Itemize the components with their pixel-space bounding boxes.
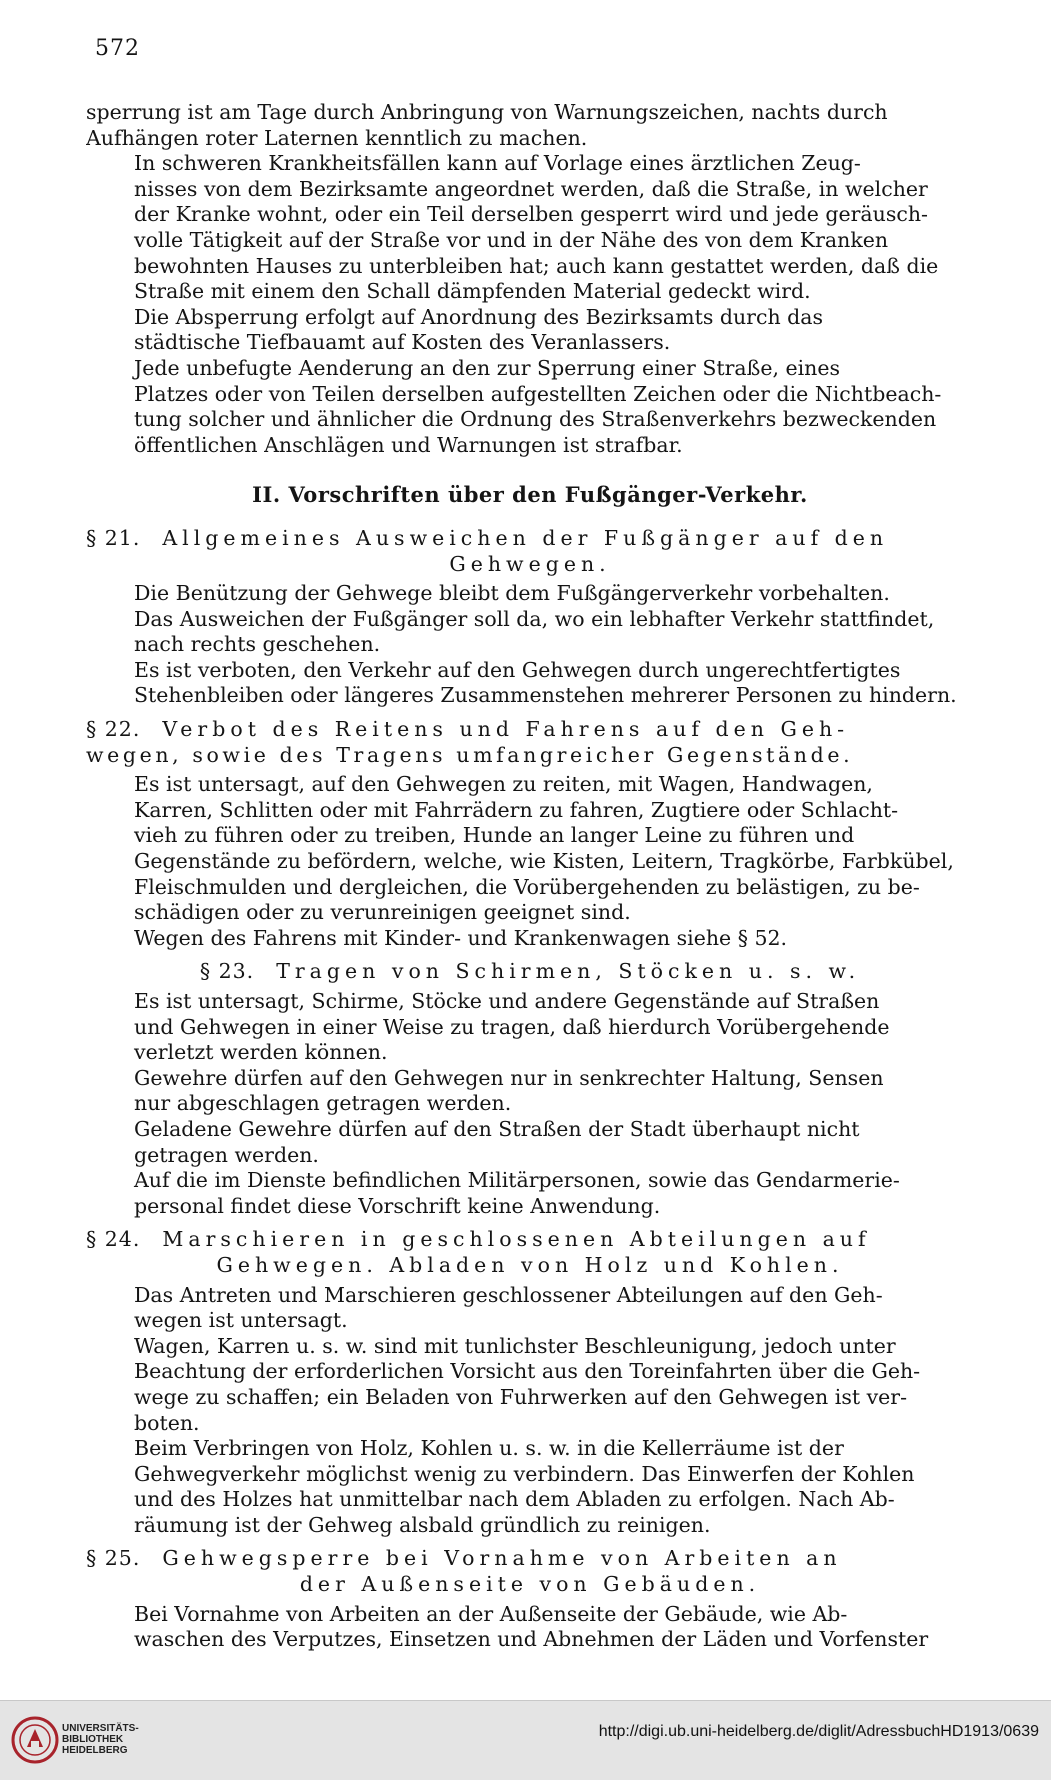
library-name-line: UNIVERSITÄTS- <box>62 1723 139 1734</box>
text-line: nach rechts geschehen. <box>134 632 381 657</box>
text-line: und Gehwegen in einer Weise zu tragen, daß hierdurch Vorübergehende <box>134 1014 890 1039</box>
text-line: vieh zu führen oder zu treiben, Hunde an langer Leine zu führen und <box>134 823 855 848</box>
section-title-line: Allgemeines Ausweichen der Fußgänger auf den <box>162 525 889 550</box>
section-title-line: Gehwegen. <box>449 551 611 576</box>
section-number: § 22. <box>86 717 141 742</box>
section-title-line: Marschieren in geschlossenen Abteilungen auf <box>162 1227 871 1252</box>
text-line: wege zu schaffen; ein Beladen von Fuhrwerken auf den Gehwegen ist ver- <box>134 1384 908 1409</box>
text-line: Aufhängen roter Laternen kenntlich zu machen. <box>86 125 588 150</box>
text-line: Stehenbleiben oder längeres Zusammenstehen mehrerer Personen zu hindern. <box>134 683 957 708</box>
section-24-paragraph <box>86 1283 974 1334</box>
text-line: Die Benützung der Gehwege bleibt dem Fußgängerverkehr vorbehalten. <box>134 581 890 606</box>
text-line: waschen des Verputzes, Einsetzen und Abnehmen der Läden und Vorfenster <box>134 1627 929 1652</box>
section-number: § 21. <box>86 525 141 550</box>
text-line: tung solcher und ähnlicher die Ordnung des Straßenverkehrs bezweckenden <box>134 407 937 432</box>
section-title-line: Verbot des Reitens und Fahrens auf den Geh- <box>162 717 850 742</box>
section-number: § 25. <box>86 1546 141 1571</box>
text-line: volle Tätigkeit auf der Straße vor und in der Nähe des von dem Kranken <box>134 227 889 252</box>
text-line: wegen ist untersagt. <box>134 1308 348 1333</box>
text-line: getragen werden. <box>134 1142 319 1167</box>
section-21-heading <box>86 526 974 577</box>
section-23-paragraph <box>86 1117 974 1168</box>
text-line: Bei Vornahme von Arbeiten an der Außenseite der Gebäude, wie Ab- <box>134 1601 848 1626</box>
text-line: Beim Verbringen von Holz, Kohlen u. s. w. in die Kellerräume ist der <box>134 1436 844 1461</box>
text-line: personal findet diese Vorschrift keine Anwendung. <box>134 1193 661 1218</box>
text-line: Das Ausweichen der Fußgänger soll da, wo ein lebhafter Verkehr stattfindet, <box>134 606 935 631</box>
text-line: räumung ist der Gehweg alsbald gründlich zu reinigen. <box>134 1512 711 1537</box>
section-heading: II. Vorschriften über den Fußgänger-Verkehr. <box>252 482 808 508</box>
text-line: Wegen des Fahrens mit Kinder- und Krankenwagen siehe § 52. <box>134 925 788 950</box>
section-number: § 24. <box>86 1227 141 1252</box>
paragraph-closure-order <box>86 305 974 356</box>
section-22-paragraph <box>86 926 974 952</box>
section-title-line: wegen, sowie des Tragens umfangreicher Gegenstände. <box>86 742 854 767</box>
text-line: Beachtung der erforderlichen Vorsicht aus den Toreinfahrten über die Geh- <box>134 1359 921 1384</box>
text-line: öffentlichen Anschlägen und Warnungen ist strafbar. <box>134 432 683 457</box>
text-line: Auf die im Dienste befindlichen Militärpersonen, sowie das Gendarmerie- <box>134 1168 900 1193</box>
text-line: nur abgeschlagen getragen werden. <box>134 1091 512 1116</box>
section-25-heading <box>86 1546 974 1597</box>
text-line: Es ist untersagt, Schirme, Stöcke und andere Gegenstände auf Straßen <box>134 989 880 1013</box>
text-line: Die Absperrung erfolgt auf Anordnung des Bezirksamts durch das <box>134 304 824 329</box>
university-seal-icon <box>10 1715 60 1765</box>
text-line: schädigen oder zu verunreinigen geeignet sind. <box>134 900 631 925</box>
text-line: nisses von dem Bezirksamte angeordnet werden, daß die Straße, in welcher <box>134 176 928 201</box>
text-line: Gehwegverkehr möglichst wenig zu verbindern. Das Einwerfen der Kohlen <box>134 1461 915 1486</box>
intro-paragraph <box>86 100 974 151</box>
text-line: der Kranke wohnt, oder ein Teil derselben gesperrt wird und jede geräusch- <box>134 202 928 227</box>
text-line: Wagen, Karren u. s. w. sind mit tunlichster Beschleunigung, jedoch unter <box>134 1333 896 1358</box>
text-line: Gegenstände zu befördern, welche, wie Kisten, Leitern, Tragkörbe, Farbkübel, <box>134 849 954 874</box>
text-line: Es ist untersagt, auf den Gehwegen zu reiten, mit Wagen, Handwagen, <box>134 772 873 797</box>
section-21-paragraph <box>86 658 974 709</box>
section-22-heading <box>86 717 974 768</box>
text-line: Platzes oder von Teilen derselben aufgestellten Zeichen oder die Nichtbeach- <box>134 381 942 406</box>
text-line: und des Holzes hat unmittelbar nach dem Abladen zu erfolgen. Nach Ab- <box>134 1487 895 1512</box>
library-name <box>62 1723 139 1756</box>
paragraph-illness-closure <box>86 151 974 305</box>
library-name-line: BIBLIOTHEK <box>62 1734 124 1745</box>
section-23-paragraph <box>86 1066 974 1117</box>
text-line: Straße mit einem den Schall dämpfenden Material gedeckt wird. <box>134 279 811 304</box>
text-line: Es ist verboten, den Verkehr auf den Gehwegen durch ungerechtfertigtes <box>134 657 901 682</box>
section-number: § 23. <box>199 959 255 984</box>
section-24-paragraph <box>86 1334 974 1436</box>
viewer-footer <box>0 1700 1051 1780</box>
section-title-line: der Außenseite von Gebäuden. <box>299 1572 761 1597</box>
section-22-paragraph <box>86 772 974 926</box>
section-23-paragraph <box>86 989 974 1066</box>
text-line: Karren, Schlitten oder mit Fahrrädern zu fahren, Zugtiere oder Schlacht- <box>134 797 899 822</box>
text-line: In schweren Krankheitsfällen kann auf Vorlage eines ärztlichen Zeug- <box>134 151 861 176</box>
text-line: Geladene Gewehre dürfen auf den Straßen der Stadt überhaupt nicht <box>134 1116 860 1141</box>
permalink-url[interactable]: http://digi.ub.uni-heidelberg.de/diglit/AdressbuchHD1913/0639 <box>598 1723 1039 1740</box>
text-line: Fleischmulden und dergleichen, die Vorübergehenden zu belästigen, zu be- <box>134 874 920 899</box>
text-line: Jede unbefugte Aenderung an den zur Sperrung einer Straße, eines <box>134 355 841 380</box>
section-title-line: Tragen von Schirmen, Stöcken u. s. w. <box>276 959 861 984</box>
section-23-heading <box>86 959 974 985</box>
section-title-line: Gehwegsperre bei Vornahme von Arbeiten an <box>162 1546 842 1571</box>
text-line: Das Antreten und Marschieren geschlossener Abteilungen auf den Geh- <box>134 1282 883 1307</box>
page-number: 572 <box>95 36 140 61</box>
section-25-paragraph <box>86 1602 974 1653</box>
library-name-line: HEIDELBERG <box>62 1745 128 1756</box>
text-line: bewohnten Hauses zu unterbleiben hat; auch kann gestattet werden, daß die <box>134 253 939 278</box>
section-21-paragraph <box>86 581 974 658</box>
text-line: städtische Tiefbauamt auf Kosten des Veranlassers. <box>134 330 671 355</box>
text-line: boten. <box>134 1410 200 1435</box>
text-line: Gewehre dürfen auf den Gehwegen nur in senkrechter Haltung, Sensen <box>134 1065 884 1090</box>
text-line: sperrung ist am Tage durch Anbringung von Warnungszeichen, nachts durch <box>86 100 888 124</box>
section-24-heading <box>86 1227 974 1278</box>
paragraph-penalty <box>86 356 974 458</box>
page-body <box>86 100 974 1653</box>
section-24-paragraph <box>86 1436 974 1538</box>
section-title-line: Gehwegen. Abladen von Holz und Kohlen. <box>216 1252 844 1277</box>
section-23-paragraph <box>86 1168 974 1219</box>
text-line: verletzt werden können. <box>134 1040 388 1065</box>
